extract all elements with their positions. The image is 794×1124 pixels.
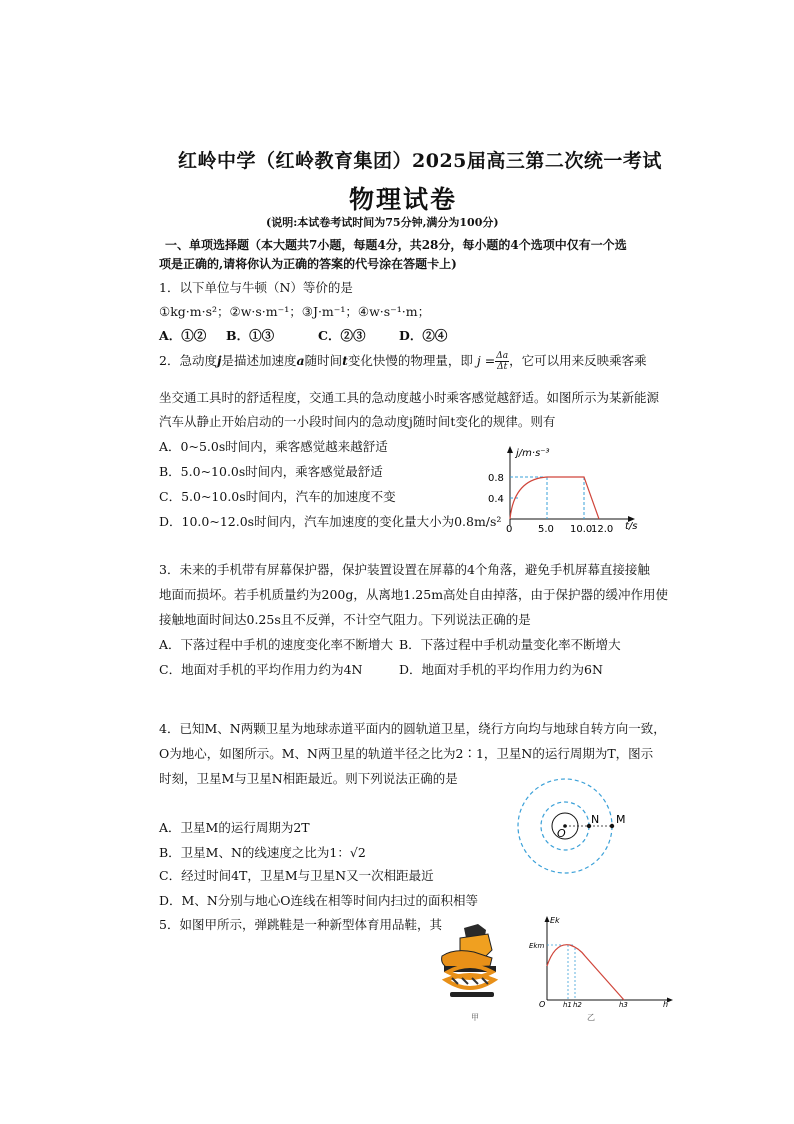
q5-xtick-h1: h1 — [563, 1001, 572, 1009]
exam-note: (说明:本试卷考试时间为75分钟,满分为100分) — [266, 216, 499, 229]
q3-line1: 3．未来的手机带有屏幕保护器，保护装置设置在屏幕的4个角落，避免手机屏幕直接接触 — [159, 562, 650, 577]
shoe-base — [450, 992, 494, 997]
q2-ylabel: j/m·s⁻³ — [516, 448, 550, 459]
q2-xtick-5: 5.0 — [538, 524, 554, 535]
q4-line2: O为地心，如图所示。M、N两卫星的轨道半径之比为2∶1，卫星N的运行周期为T，图示 — [159, 746, 654, 761]
q2-option-a: A．0~5.0s时间内，乘客感觉越来越舒适 — [159, 439, 388, 454]
q1-option-d: D．②④ — [399, 328, 448, 343]
q1-option-a: A．①② — [159, 328, 207, 343]
label-m: M — [616, 813, 626, 826]
section-heading-line2: 项是正确的,请将你认为正确的答案的代号涂在答题卡上) — [159, 257, 457, 271]
q1-units: ①kg·m·s²；②w·s·m⁻¹；③J·m⁻¹；④w·s⁻¹·m； — [159, 304, 431, 319]
q1-option-b: B．①③ — [226, 328, 275, 343]
q5-ylabel: Ek — [550, 916, 560, 925]
q5-xtick-h3: h3 — [619, 1001, 628, 1009]
q5-ek-graph — [527, 914, 677, 1009]
q5-line1: 5．如图甲所示，弹跳鞋是一种新型体育用品鞋，其 — [159, 917, 442, 932]
q2-jerk-graph — [480, 443, 640, 535]
q4-option-a: A．卫星M的运行周期为2T — [159, 820, 310, 835]
q2-option-d: D．10.0~12.0s时间内，汽车加速度的变化量大小为0.8m/s² — [159, 514, 502, 529]
satellite-m — [610, 824, 614, 828]
q2-line1: 2．急动度j是描述加速度a随时间t变化快慢的物理量，即 j = $\frac{\Delta a}{\Delta t}$ ，它可以用来反映乘客乘 — [159, 351, 647, 372]
q2-xtick-10: 10.0 — [570, 524, 593, 535]
q2-line3: 汽车从静止开始启动的一小段时间内的急动度j随时间t变化的规律。则有 — [159, 414, 556, 429]
q2-option-b: B．5.0~10.0s时间内，乘客感觉最舒适 — [159, 464, 383, 479]
q3-option-a: A．下落过程中手机的速度变化率不断增大 — [159, 637, 394, 652]
q4-option-c: C．经过时间4T，卫星M与卫星N又一次相距最近 — [159, 868, 434, 883]
q2-ytick-0.8: 0.8 — [488, 473, 504, 484]
q5-xtick-h2: h2 — [573, 1001, 582, 1009]
jerk-curve — [510, 477, 599, 519]
q4-option-d: D．M、N分别与地心O连线在相等时间内扫过的面积相等 — [159, 893, 479, 908]
q2-xtick-12: 12.0 — [591, 524, 614, 535]
q3-line3: 接触地面时间达0.25s且不反弹，不计空气阻力。下列说法正确的是 — [159, 612, 531, 627]
q4-orbit-figure — [510, 775, 640, 881]
fig-a-caption: 甲 — [471, 1013, 479, 1022]
ek-curve — [547, 945, 624, 1000]
q3-line2: 地面而损坏。若手机质量约为200g，从离地1.25m高处自由掉落，由于保护器的缓冲作用使 — [159, 587, 669, 602]
q2-option-c: C．5.0~10.0s时间内，汽车的加速度不变 — [159, 489, 396, 504]
q5-ymark: Ekm — [529, 942, 545, 950]
jumping-shoe-image — [434, 920, 519, 1002]
q2-formula-lhs: j = — [476, 353, 496, 368]
label-n: N — [591, 813, 600, 826]
q3-option-b: B．下落过程中手机动量变化率不断增大 — [399, 637, 621, 652]
y-axis-arrow — [507, 446, 513, 453]
label-o: O — [557, 827, 566, 840]
page-title: 物理试卷 — [349, 185, 458, 214]
q2-line2: 坐交通工具时的舒适程度，交通工具的急动度越小时乘客感觉越舒适。如图所示为某新能源 — [159, 390, 660, 405]
fig-b-caption: 乙 — [587, 1013, 595, 1022]
q2-xlabel: t/s — [625, 521, 638, 532]
q4-line3: 时刻，卫星M与卫星N相距最近。则下列说法正确的是 — [159, 771, 458, 786]
q5-origin: O — [539, 1000, 546, 1009]
section-heading-line1: 一、单项选择题（本大题共7小题，每题4分，共28分，每小题的4个选项中仅有一个选 — [165, 238, 627, 252]
q3-option-c: C．地面对手机的平均作用力约为4N — [159, 662, 363, 677]
q3-option-d: D．地面对手机的平均作用力约为6N — [399, 662, 603, 677]
y-axis-arrow — [545, 916, 550, 922]
q5-xlabel: h — [663, 1000, 669, 1009]
q4-line1: 4．已知M、N两颗卫星为地球赤道平面内的圆轨道卫星，绕行方向均与地球自转方向一致， — [159, 721, 666, 736]
q1-stem: 1．以下单位与牛顿（N）等价的是 — [159, 280, 353, 295]
q2-formula-fraction: $\frac{\Delta a}{\Delta t}$ — [496, 351, 509, 372]
q1-option-c: C．②③ — [318, 328, 366, 343]
q4-option-b: B．卫星M、N的线速度之比为1：√2 — [159, 845, 366, 860]
q2-xtick-0: 0 — [506, 524, 513, 535]
q2-ytick-0.4: 0.4 — [488, 494, 504, 505]
exam-title: 红岭中学（红岭教育集团）2025届高三第二次统一考试 — [178, 150, 662, 172]
